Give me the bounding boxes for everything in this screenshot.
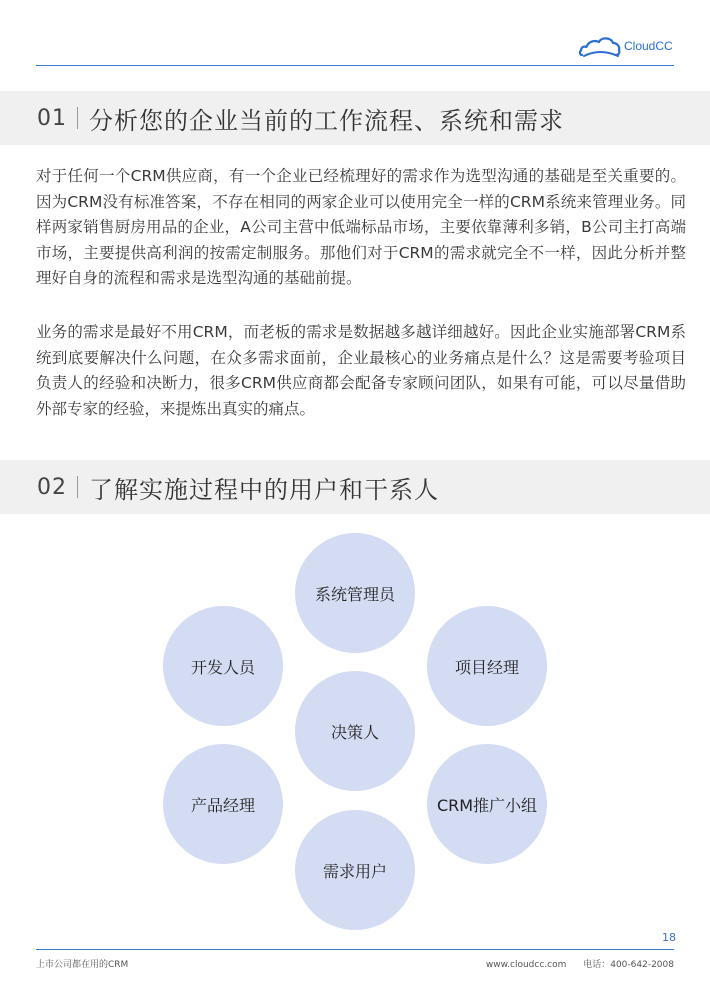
section-number: 01 bbox=[37, 105, 67, 131]
header-divider bbox=[36, 65, 674, 66]
section-number: 02 bbox=[37, 474, 67, 500]
logo-text: CloudCC bbox=[624, 39, 673, 53]
footer-divider bbox=[36, 949, 674, 950]
stakeholder-crm-promotion-team: CRM推广小组 bbox=[427, 744, 547, 864]
stakeholder-system-admin: 系统管理员 bbox=[295, 533, 415, 653]
paragraph-2: 业务的需求是最好不用CRM，而老板的需求是数据越多越详细越好。因此企业实施部署CRM系统到底要解决什么问题，在众多需求面前，企业最核心的业务痛点是什么？这是需要考验项目负责人的经验和决断力，很多CRM供应商都会配备专家顾问团队，如果有可能，可以尽量借助外部专家的经验，来提炼出真实的痛点。 bbox=[36, 323, 686, 418]
stakeholder-requirement-users: 需求用户 bbox=[295, 810, 415, 930]
footer-phone: 电话：400-642-2008 bbox=[583, 960, 674, 970]
section-heading-02 bbox=[0, 460, 710, 514]
section-heading-01 bbox=[0, 91, 710, 145]
stakeholder-product-manager: 产品经理 bbox=[163, 744, 283, 864]
section-title: 分析您的企业当前的工作流程、系统和需求 bbox=[89, 106, 564, 135]
paragraph-1: 对于任何一个CRM供应商，有一个企业已经梳理好的需求作为选型沟通的基础是至关重要的。因为CRM没有标准答案，不存在相同的两家企业可以使用完全一样的CRM系统来管理业务。同样两家销售厨房用品的企业，A公司主营中低端标品市场，主要依靠薄利多销，B公司主打高端市场，主要提供高利润的按需定制服务。那他们对于CRM的需求就完全不一样，因此分析并整理好自身的流程和需求是选型沟通的基础前提。 bbox=[36, 167, 686, 288]
footer-slogan: 上市公司都在用的CRM bbox=[36, 960, 129, 970]
section-title: 了解实施过程中的用户和干系人 bbox=[89, 475, 439, 504]
cloud-icon bbox=[578, 34, 622, 58]
footer-website: www.cloudcc.com bbox=[485, 960, 567, 970]
heading-divider bbox=[77, 476, 78, 498]
footer-contact bbox=[472, 957, 674, 970]
heading-divider bbox=[77, 107, 78, 129]
stakeholder-project-manager: 项目经理 bbox=[427, 606, 547, 726]
stakeholder-developers: 开发人员 bbox=[163, 606, 283, 726]
cloudcc-logo bbox=[578, 34, 673, 58]
stakeholder-decision-maker: 决策人 bbox=[295, 671, 415, 791]
page-number: 18 bbox=[662, 931, 676, 944]
